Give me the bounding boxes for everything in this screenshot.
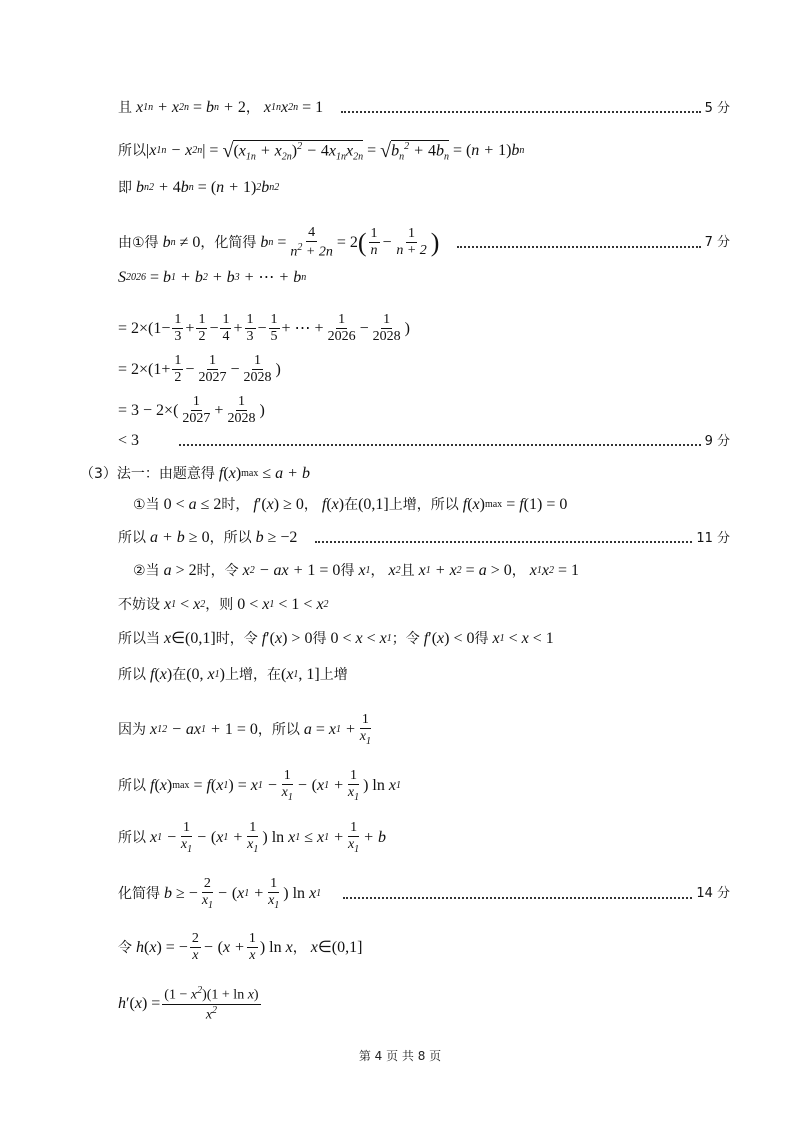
solution-line: 因为 x 1 2 − ax 1 + 1 = 0 ，所以 a = x 1 + $\frac{1}{x_1}$ — [118, 712, 371, 747]
solution-line: 由①得 b n ≠ 0 ，化简得 b n = $\frac{4}{n^2 + 2n}$ = 2 ( $\frac{1}{n}$ − $\frac{1}{n + 2}$ ) 7 分 — [118, 225, 730, 260]
solution-line: S 2026 = b 1 + b 2 + b 3 + ⋯ + b n — [118, 269, 307, 286]
dotted-leader — [343, 897, 692, 899]
solution-line: （3）法一：由题意得 f ( x ) max ≤ a + b — [80, 465, 310, 482]
dotted-leader — [179, 444, 701, 446]
solution-line: 所以 x 1 − $\frac{1}{x_1}$ − ( x 1 + $\frac{1}{x_1}$ ) ln x 1 ≤ x 1 + $\frac{1}{x_1}$ + b — [118, 820, 386, 855]
solution-line: 令 h ( x ) = − $\frac{2}{x}$ − ( x + $\frac{1}{x}$ ) ln x ， x ∈(0,1] — [118, 931, 363, 963]
page-footer: 第 4 页 共 8 页 — [358, 1049, 442, 1063]
solution-line: = 2×(1− $\frac{1}{3}$ + $\frac{1}{2}$ − $\frac{1}{4}$ + $\frac{1}{3}$ − $\frac{1}{5}$ + ⋯ + $\frac{1}{2026}$ − $\frac{1}{2028}$ ) — [118, 312, 410, 344]
solution-line: = 3 − 2×( $\frac{1}{2027}$ + $\frac{1}{2028}$ ) — [118, 394, 265, 426]
solution-line: 所以当 x ∈(0,1] 时，令 f ′( x ) > 0 得 0 < x < x 1 ；令 f ′( x ) < 0 得 x 1 < x < 1 — [118, 630, 554, 647]
solution-line: 所以 f ( x ) 在 (0, x 1 ) 上增，在 ( x 1 , 1] 上增 — [118, 666, 348, 683]
solution-line: 即 b n 2 + 4 b n = ( n + 1) 2 b n 2 — [118, 179, 280, 196]
solution-line: h ′( x ) = $\frac{(1 - x^2)(1 + \ln x)}{x^2}$ — [118, 985, 259, 1023]
solution-line: 化简得 b ≥ − $\frac{2}{x_1}$ − ( x 1 + $\frac{1}{x_1}$ ) ln x 1 14 分 — [118, 876, 730, 911]
solution-line: 且 x 1n + x 2n = b n + 2 ， x 1n x 2n = 1 5 分 — [118, 99, 730, 116]
solution-line: 所以 | x 1n − x 2n | = √ $(x_{1n} + x_{2n})^2 - 4x_{1n}x_{2n}$ = √ $b_n^2 + 4b_n$ = ( n + 1) b n — [118, 140, 525, 163]
solution-line: = 2×(1+ $\frac{1}{2}$ − $\frac{1}{2027}$ − $\frac{1}{2028}$ ) — [118, 353, 281, 385]
score-mark: 9 分 — [704, 433, 730, 449]
score-mark: 14 分 — [696, 886, 730, 902]
score-mark: 5 分 — [704, 100, 730, 116]
score-mark: 11 分 — [696, 530, 730, 546]
dotted-leader — [457, 246, 700, 248]
solution-line: ①当 0 < a ≤ 2 时， f ′( x ) ≥ 0 ， f ( x ) 在 (0,1] 上增，所以 f ( x ) max = f (1) = 0 — [133, 496, 568, 513]
dotted-leader — [315, 541, 692, 543]
solution-line: < 3 9 分 — [118, 432, 730, 449]
score-mark: 7 分 — [704, 235, 730, 251]
dotted-leader — [341, 111, 701, 113]
solution-line: 不妨设 x 1 < x 2 ，则 0 < x 1 < 1 < x 2 — [118, 596, 329, 613]
solution-line: ②当 a > 2 时，令 x 2 − ax + 1 = 0 得 x 1 ， x 2 且 x 1 + x 2 = a > 0 ， x 1 x 2 = 1 — [133, 562, 579, 579]
solution-line: 所以 a + b ≥ 0 ，所以 b ≥ −2 11 分 — [118, 529, 730, 546]
solution-line: 所以 f ( x ) max = f ( x 1 ) = x 1 − $\frac{1}{x_1}$ − ( x 1 + $\frac{1}{x_1}$ ) ln x 1 — [118, 768, 401, 803]
